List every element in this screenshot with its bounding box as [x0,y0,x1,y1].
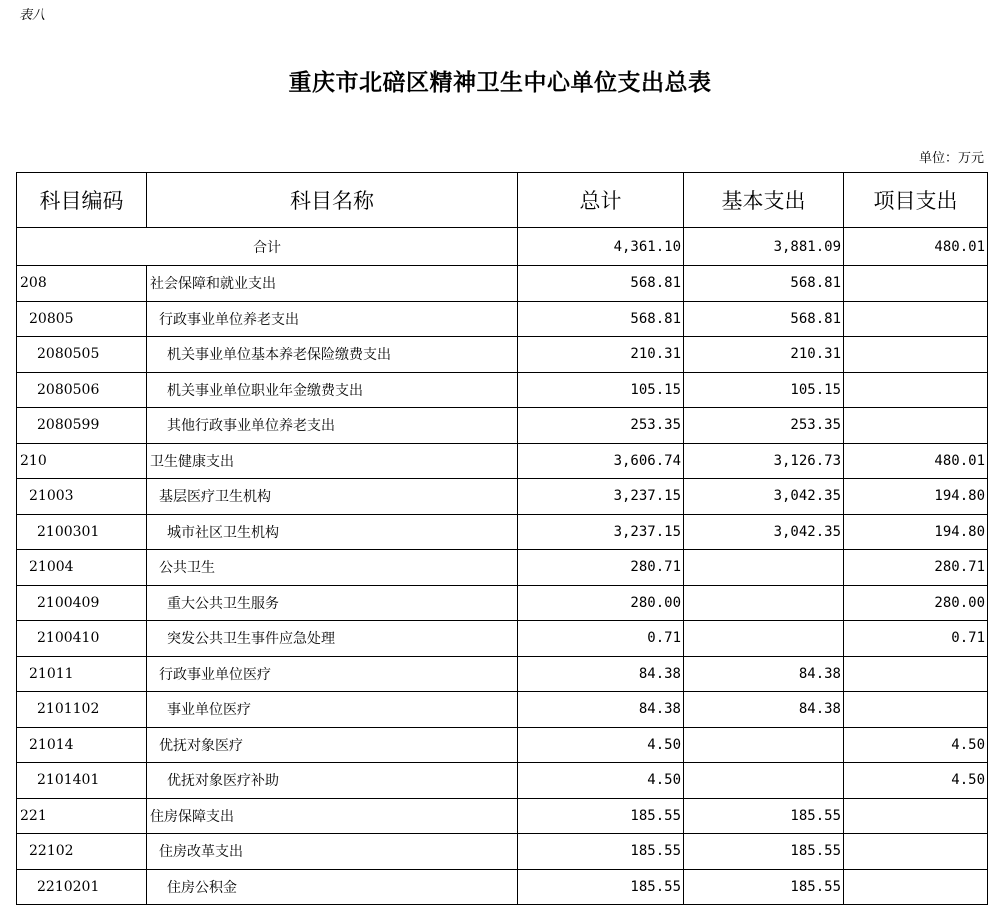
row-name: 机关事业单位基本养老保险缴费支出 [147,337,518,373]
row-total: 210.31 [518,337,684,373]
row-total: 3,606.74 [518,443,684,479]
row-total: 568.81 [518,301,684,337]
row-name: 重大公共卫生服务 [147,585,518,621]
table-row [17,372,988,408]
unit-label: 单位：万元 [918,151,984,166]
total-total: 4,361.10 [518,228,684,266]
table-number: 表八 [19,8,46,23]
row-name: 行政事业单位养老支出 [147,301,518,337]
row-basic: 3,042.35 [684,479,844,515]
table-row [17,727,988,763]
page-title: 重庆市北碚区精神卫生中心单位支出总表 [288,70,712,96]
row-total: 568.81 [518,266,684,302]
row-name: 社会保障和就业支出 [147,266,518,302]
total-label: 合计 [17,228,518,266]
row-name: 公共卫生 [147,550,518,586]
row-project: 280.71 [844,550,988,586]
row-total: 253.35 [518,408,684,444]
row-basic: 185.55 [684,798,844,834]
row-basic: 84.38 [684,692,844,728]
table-row [17,479,988,515]
row-code: 210 [17,443,147,479]
row-project [844,869,988,905]
row-project [844,266,988,302]
row-code: 2100409 [17,585,147,621]
row-total: 0.71 [518,621,684,657]
row-code: 2210201 [17,869,147,905]
row-basic: 105.15 [684,372,844,408]
row-total: 105.15 [518,372,684,408]
row-project: 280.00 [844,585,988,621]
header-total: 总计 [518,173,684,228]
row-total: 185.55 [518,869,684,905]
table-row [17,443,988,479]
row-code: 20805 [17,301,147,337]
row-basic: 185.55 [684,834,844,870]
row-basic: 568.81 [684,301,844,337]
row-name: 优抚对象医疗 [147,727,518,763]
row-basic [684,550,844,586]
row-name: 基层医疗卫生机构 [147,479,518,515]
row-total: 4.50 [518,727,684,763]
table-row [17,869,988,905]
row-total: 3,237.15 [518,479,684,515]
row-code: 208 [17,266,147,302]
row-basic [684,585,844,621]
header-row [17,173,988,228]
row-name: 城市社区卫生机构 [147,514,518,550]
row-name: 行政事业单位医疗 [147,656,518,692]
table-row [17,514,988,550]
row-name: 其他行政事业单位养老支出 [147,408,518,444]
row-project: 0.71 [844,621,988,657]
table-row [17,692,988,728]
row-project: 194.80 [844,479,988,515]
row-project [844,798,988,834]
table-row [17,301,988,337]
row-project: 480.01 [844,443,988,479]
row-basic: 253.35 [684,408,844,444]
row-name: 事业单位医疗 [147,692,518,728]
row-code: 21003 [17,479,147,515]
row-total: 3,237.15 [518,514,684,550]
total-row [17,228,988,266]
table-row [17,550,988,586]
row-code: 22102 [17,834,147,870]
row-total: 280.71 [518,550,684,586]
row-total: 4.50 [518,763,684,799]
total-project: 480.01 [844,228,988,266]
row-basic: 568.81 [684,266,844,302]
row-code: 2100410 [17,621,147,657]
row-code: 2100301 [17,514,147,550]
row-basic [684,621,844,657]
row-code: 2080506 [17,372,147,408]
table-row [17,408,988,444]
header-code: 科目编码 [17,173,147,228]
row-name: 住房改革支出 [147,834,518,870]
row-project [844,692,988,728]
row-total: 84.38 [518,692,684,728]
row-total: 185.55 [518,834,684,870]
row-name: 住房公积金 [147,869,518,905]
row-total: 280.00 [518,585,684,621]
header-project: 项目支出 [844,173,988,228]
row-code: 2080599 [17,408,147,444]
row-name: 突发公共卫生事件应急处理 [147,621,518,657]
total-basic: 3,881.09 [684,228,844,266]
row-project [844,301,988,337]
table-row [17,585,988,621]
table-row [17,656,988,692]
row-name: 住房保障支出 [147,798,518,834]
expenditure-table [16,172,988,905]
row-code: 2101102 [17,692,147,728]
table-row [17,621,988,657]
row-name: 优抚对象医疗补助 [147,763,518,799]
header-basic: 基本支出 [684,173,844,228]
row-code: 21011 [17,656,147,692]
row-name: 卫生健康支出 [147,443,518,479]
row-project [844,656,988,692]
table-row [17,834,988,870]
header-name: 科目名称 [147,173,518,228]
row-basic: 84.38 [684,656,844,692]
table-row [17,337,988,373]
row-project [844,834,988,870]
row-project [844,337,988,373]
row-code: 2101401 [17,763,147,799]
table-row [17,798,988,834]
row-project [844,372,988,408]
row-code: 21014 [17,727,147,763]
row-name: 机关事业单位职业年金缴费支出 [147,372,518,408]
row-code: 21004 [17,550,147,586]
row-project: 4.50 [844,727,988,763]
row-basic [684,763,844,799]
row-basic: 3,042.35 [684,514,844,550]
table-row [17,266,988,302]
table-row [17,763,988,799]
row-basic: 3,126.73 [684,443,844,479]
row-code: 2080505 [17,337,147,373]
row-total: 185.55 [518,798,684,834]
row-project: 4.50 [844,763,988,799]
row-basic: 210.31 [684,337,844,373]
row-code: 221 [17,798,147,834]
row-project: 194.80 [844,514,988,550]
row-total: 84.38 [518,656,684,692]
row-project [844,408,988,444]
row-basic: 185.55 [684,869,844,905]
row-basic [684,727,844,763]
